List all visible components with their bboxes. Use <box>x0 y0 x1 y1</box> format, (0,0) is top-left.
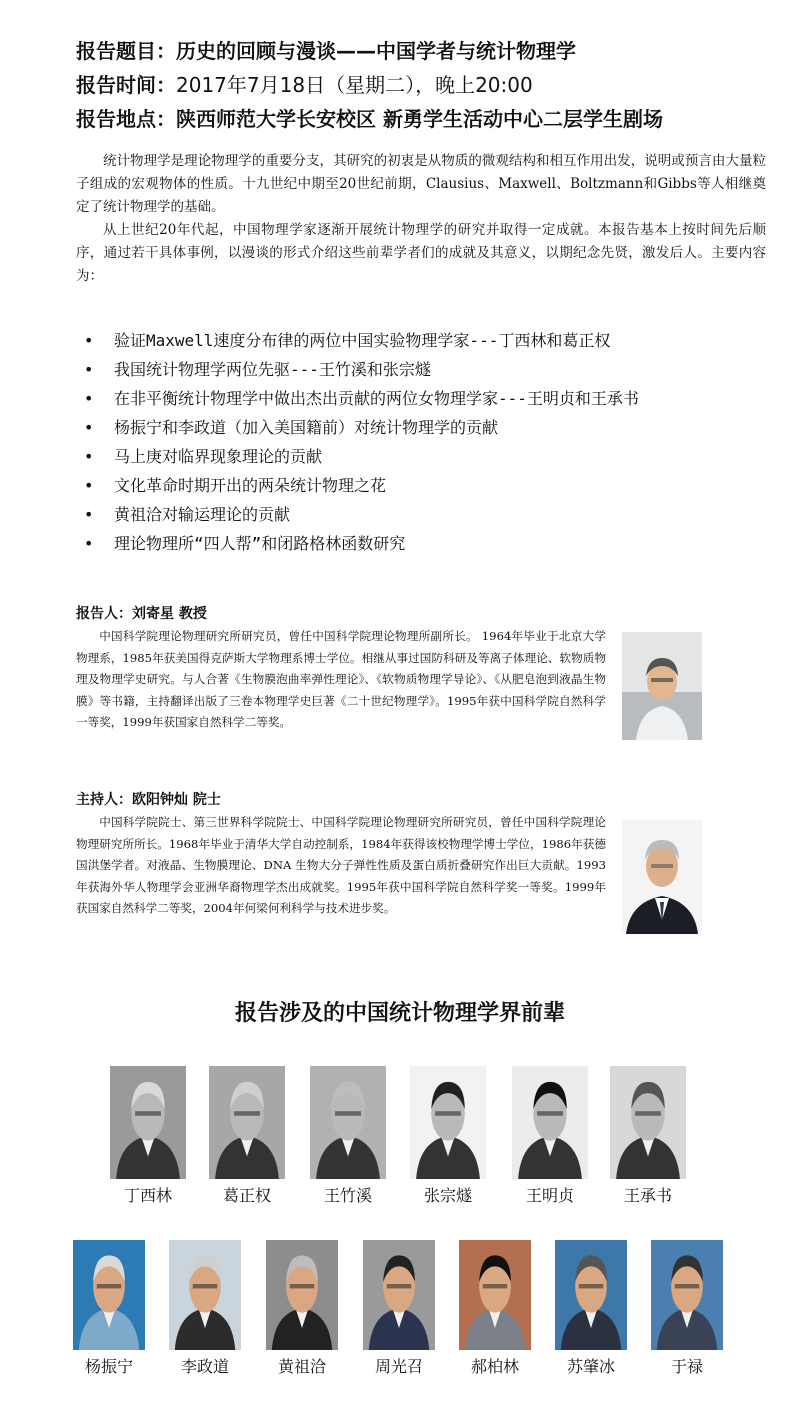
bullet-icon: • <box>84 360 94 379</box>
speaker-photo <box>622 632 702 740</box>
portrait-photo <box>266 1240 338 1350</box>
portrait-image <box>209 1066 285 1179</box>
abstract-paragraph-1: 统计物理学是理论物理学的重要分支，其研究的初衷是从物质的微观结构和相互作用出发，说明或预言由大量粒子组成的宏观物体的性质。十九世纪中期至20世纪前期，Clausius、Maxwell、Boltzmann和Gibbs等人相继奠定了统计物理学的基础。 <box>76 153 766 215</box>
portrait-photo <box>310 1066 386 1179</box>
portrait-photo <box>110 1066 186 1179</box>
portrait-image <box>110 1066 186 1179</box>
portrait-name: 杨振宁 <box>84 1357 133 1376</box>
host-heading: 主持人：欧阳钟灿 院士 <box>76 792 221 808</box>
topic-item <box>84 355 784 384</box>
topic-text: 在非平衡统计物理学中做出杰出贡献的两位女物理学家---王明贞和王承书 <box>114 389 639 408</box>
bullet-icon: • <box>84 331 94 350</box>
portrait-photo <box>651 1240 723 1350</box>
portrait-photo <box>410 1066 486 1179</box>
topic-text: 理论物理所“四人帮”和闭路格林函数研究 <box>114 534 406 553</box>
portrait-image <box>363 1240 435 1350</box>
portrait-card <box>266 1240 338 1378</box>
speaker-heading: 报告人：刘寄星 教授 <box>76 606 207 622</box>
report-place-line <box>76 102 776 136</box>
abstract-paragraph-2: 从上世纪20年代起，中国物理学家逐渐开展统计物理学的研究并取得一定成就。本报告基本上按时间先后顺序，通过若干具体事例，以漫谈的形式介绍这些前辈学者们的成就及其意义，以期纪念先贤，激发后人。主要内容为： <box>76 222 766 284</box>
bullet-icon: • <box>84 505 94 524</box>
portrait-card <box>110 1066 186 1207</box>
predecessors-title: 报告涉及的中国统计物理学界前辈 <box>234 1001 565 1026</box>
topic-item <box>84 326 784 355</box>
speaker-photo-image <box>622 632 702 740</box>
report-abstract <box>76 150 766 288</box>
report-time-label: 报告时间： <box>76 73 176 97</box>
portrait-name: 张宗燧 <box>423 1186 472 1205</box>
portrait-photo <box>209 1066 285 1179</box>
portrait-name: 丁西林 <box>123 1186 172 1205</box>
topic-text: 马上庚对临界现象理论的贡献 <box>114 447 323 466</box>
portrait-image <box>555 1240 627 1350</box>
portrait-image <box>459 1240 531 1350</box>
topic-list <box>84 326 784 558</box>
portrait-photo <box>363 1240 435 1350</box>
portrait-name: 苏肇冰 <box>566 1357 615 1376</box>
topic-item <box>84 500 784 529</box>
portrait-image <box>169 1240 241 1350</box>
portrait-name: 黄祖洽 <box>277 1357 326 1376</box>
topic-text: 我国统计物理学两位先驱---王竹溪和张宗燧 <box>114 360 431 379</box>
topic-text: 黄祖洽对输运理论的贡献 <box>114 505 291 524</box>
portrait-photo <box>610 1066 686 1179</box>
portrait-card <box>209 1066 285 1207</box>
topic-item <box>84 384 784 413</box>
portrait-card <box>310 1066 386 1207</box>
portrait-image <box>651 1240 723 1350</box>
host-section <box>76 788 606 920</box>
topic-text: 文化革命时期开出的两朵统计物理之花 <box>114 476 387 495</box>
portrait-card <box>610 1066 686 1207</box>
portrait-card <box>651 1240 723 1378</box>
report-time-value: 2017年7月18日（星期二），晚上20:00 <box>176 73 533 97</box>
portrait-image <box>266 1240 338 1350</box>
topic-item <box>84 529 784 558</box>
bullet-icon: • <box>84 447 94 466</box>
portrait-card <box>73 1240 145 1378</box>
report-header <box>76 34 776 136</box>
portrait-image <box>512 1066 588 1179</box>
report-time-line <box>76 68 776 102</box>
report-place-value: 陕西师范大学长安校区 新勇学生活动中心二层学生剧场 <box>176 107 663 131</box>
report-title-value: 历史的回顾与漫谈——中国学者与统计物理学 <box>176 39 576 63</box>
portrait-name: 王竹溪 <box>323 1186 372 1205</box>
topic-text: 验证Maxwell速度分布律的两位中国实验物理学家---丁西林和葛正权 <box>114 331 611 350</box>
bullet-icon: • <box>84 534 94 553</box>
portrait-card <box>410 1066 486 1207</box>
report-title-label: 报告题目： <box>76 39 176 63</box>
portrait-name: 葛正权 <box>222 1186 271 1205</box>
portrait-name: 郝柏林 <box>470 1357 519 1376</box>
portrait-card <box>512 1066 588 1207</box>
topic-item <box>84 471 784 500</box>
portrait-name: 李政道 <box>180 1357 229 1376</box>
topic-item <box>84 442 784 471</box>
portrait-card <box>363 1240 435 1378</box>
portrait-card <box>459 1240 531 1378</box>
portrait-photo <box>73 1240 145 1350</box>
topic-item <box>84 413 784 442</box>
portrait-photo <box>512 1066 588 1179</box>
bullet-icon: • <box>84 389 94 408</box>
portrait-name: 周光召 <box>374 1357 423 1376</box>
portrait-image <box>310 1066 386 1179</box>
portrait-card <box>555 1240 627 1378</box>
report-title-line <box>76 34 776 68</box>
bullet-icon: • <box>84 476 94 495</box>
portrait-name: 王明贞 <box>525 1186 574 1205</box>
speaker-section <box>76 602 606 734</box>
portrait-card <box>169 1240 241 1378</box>
portrait-image <box>73 1240 145 1350</box>
speaker-bio <box>76 626 606 734</box>
host-photo <box>622 820 702 934</box>
host-photo-image <box>622 820 702 934</box>
portrait-photo <box>169 1240 241 1350</box>
portrait-photo <box>459 1240 531 1350</box>
report-place-label: 报告地点： <box>76 107 176 131</box>
portrait-name: 王承书 <box>623 1186 672 1205</box>
host-bio-text: 中国科学院院士、第三世界科学院院士、中国科学院理论物理研究所研究员，曾任中国科学院理论物理研究所所长。1968年毕业于清华大学自动控制系，1984年获得该校物理学博士学位，1986年获德国洪堡学者。对液晶、生物膜理论、DNA 生物大分子弹性性质及蛋白质折叠研究作出巨大贡献。1993年获海外华人物理学会亚洲华裔物理学杰出成就奖。1995年获中国科学院自然科学奖一等奖。1999年获国家自然科学二等奖，2004年何梁何利科学与技术进步奖。 <box>76 815 606 915</box>
host-bio <box>76 812 606 920</box>
topic-text: 杨振宁和李政道（加入美国籍前）对统计物理学的贡献 <box>114 418 499 437</box>
portrait-photo <box>555 1240 627 1350</box>
bullet-icon: • <box>84 418 94 437</box>
portrait-image <box>410 1066 486 1179</box>
portrait-image <box>610 1066 686 1179</box>
speaker-bio-text: 中国科学院理论物理研究所研究员，曾任中国科学院理论物理所副所长。 1964年毕业于北京大学物理系，1985年获美国得克萨斯大学物理系博士学位。相继从事过国防科研及等离子体理论、软物质物理及物理学史研究。与人合著《生物膜泡曲率弹性理论》、《软物质物理学导论》、《从肥皂泡到液晶生物膜》等书籍，主持翻译出版了三卷本物理学史巨著《二十世纪物理学》。1995年获中国科学院自然科学一等奖，1999年获国家自然科学二等奖。 <box>76 629 606 729</box>
portrait-name: 于禄 <box>670 1357 703 1376</box>
